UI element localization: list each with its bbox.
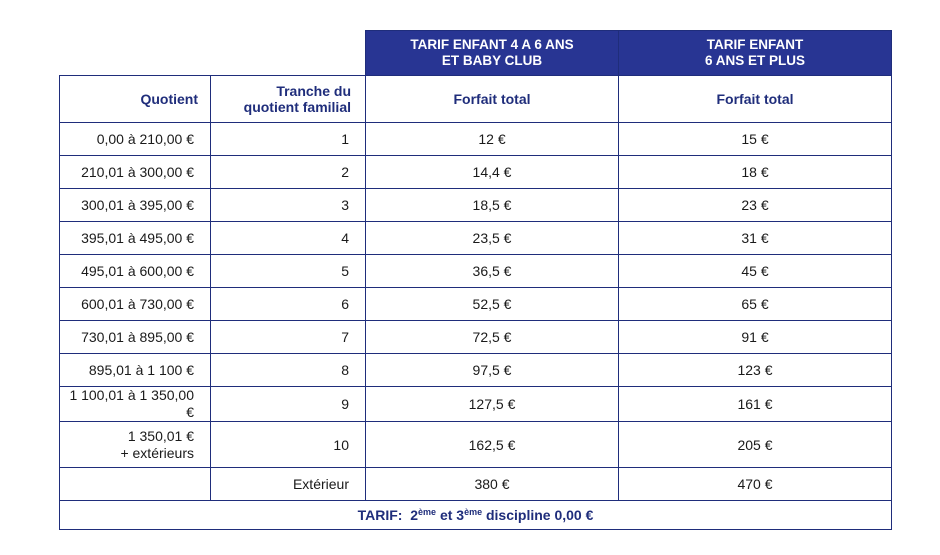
cell-quotient: 300,01 à 395,00 € <box>60 189 211 222</box>
cell-price-b: 15 € <box>619 123 892 156</box>
footer-sup1: ème <box>418 507 437 517</box>
column-header-forfait-b: Forfait total <box>619 76 892 123</box>
table-row <box>60 321 892 354</box>
cell-tranche: 7 <box>211 321 366 354</box>
footer-label: TARIF: <box>357 507 403 523</box>
table-row-10 <box>60 422 892 468</box>
footer-note <box>60 501 892 530</box>
header-tarif-4-6-ans <box>366 31 619 76</box>
cell-quotient: 730,01 à 895,00 € <box>60 321 211 354</box>
cell-tranche: 9 <box>211 387 366 422</box>
footer-n1: 2 <box>410 507 419 523</box>
table-row <box>60 255 892 288</box>
cell-quotient: 895,01 à 1 100 € <box>60 354 211 387</box>
cell-quotient-empty <box>60 468 211 501</box>
cell-price-b: 45 € <box>619 255 892 288</box>
cell-price-b: 205 € <box>619 422 892 468</box>
column-header-tranche-line2: quotient familial <box>243 99 351 115</box>
table-row <box>60 387 892 422</box>
cell-price-a: 18,5 € <box>366 189 619 222</box>
column-header-row <box>60 76 892 123</box>
table-row <box>60 156 892 189</box>
column-header-quotient: Quotient <box>60 76 211 123</box>
cell-quotient: 1 100,01 à 1 350,00 € <box>60 387 211 422</box>
column-header-tranche <box>211 76 366 123</box>
footer-n2: 3 <box>456 507 465 523</box>
header-tarif-6-plus-line1: TARIF ENFANT <box>706 37 804 52</box>
cell-tranche: 6 <box>211 288 366 321</box>
cell-price-a: 12 € <box>366 123 619 156</box>
footer-row <box>60 501 892 530</box>
cell-quotient-line2: + extérieurs <box>120 444 194 461</box>
footer-rest: discipline 0,00 € <box>485 507 594 523</box>
cell-price-a: 162,5 € <box>366 422 619 468</box>
cell-price-a: 127,5 € <box>366 387 619 422</box>
cell-price-a: 14,4 € <box>366 156 619 189</box>
cell-price-b: 470 € <box>619 468 892 501</box>
cell-tranche: 1 <box>211 123 366 156</box>
cell-price-a: 23,5 € <box>366 222 619 255</box>
cell-price-b: 18 € <box>619 156 892 189</box>
cell-price-b: 161 € <box>619 387 892 422</box>
cell-quotient: 495,01 à 600,00 € <box>60 255 211 288</box>
table-row <box>60 189 892 222</box>
cell-tranche: 10 <box>211 422 366 468</box>
column-header-tranche-line1: Tranche du <box>276 83 351 99</box>
cell-tranche: 4 <box>211 222 366 255</box>
cell-price-b: 91 € <box>619 321 892 354</box>
cell-quotient <box>60 422 211 468</box>
table-row-exterieur <box>60 468 892 501</box>
cell-tranche: 2 <box>211 156 366 189</box>
cell-price-a: 97,5 € <box>366 354 619 387</box>
cell-price-b: 23 € <box>619 189 892 222</box>
table-row <box>60 288 892 321</box>
tariff-table <box>59 30 892 530</box>
header-tarif-6-plus <box>619 31 892 76</box>
group-header-row <box>60 31 892 76</box>
cell-price-a: 36,5 € <box>366 255 619 288</box>
table-row <box>60 354 892 387</box>
cell-price-b: 123 € <box>619 354 892 387</box>
column-header-forfait-a: Forfait total <box>366 76 619 123</box>
cell-tranche: Extérieur <box>211 468 366 501</box>
header-tarif-6-plus-line2: 6 ANS ET PLUS <box>704 53 806 68</box>
cell-price-a: 380 € <box>366 468 619 501</box>
header-tarif-4-6-line2: ET BABY CLUB <box>441 53 543 68</box>
table-row <box>60 123 892 156</box>
cell-quotient: 0,00 à 210,00 € <box>60 123 211 156</box>
tariff-table-wrapper <box>59 30 891 530</box>
cell-quotient: 600,01 à 730,00 € <box>60 288 211 321</box>
footer-et: et <box>439 507 453 523</box>
cell-tranche: 3 <box>211 189 366 222</box>
cell-price-a: 52,5 € <box>366 288 619 321</box>
cell-quotient: 395,01 à 495,00 € <box>60 222 211 255</box>
cell-price-b: 65 € <box>619 288 892 321</box>
cell-price-a: 72,5 € <box>366 321 619 354</box>
footer-sup2: ème <box>464 507 483 517</box>
cell-price-b: 31 € <box>619 222 892 255</box>
blank-header-cell <box>60 31 366 76</box>
cell-tranche: 8 <box>211 354 366 387</box>
cell-tranche: 5 <box>211 255 366 288</box>
header-tarif-4-6-line1: TARIF ENFANT 4 A 6 ANS <box>410 37 574 52</box>
cell-quotient-line1: 1 350,01 € <box>127 427 194 444</box>
table-row <box>60 222 892 255</box>
cell-quotient: 210,01 à 300,00 € <box>60 156 211 189</box>
